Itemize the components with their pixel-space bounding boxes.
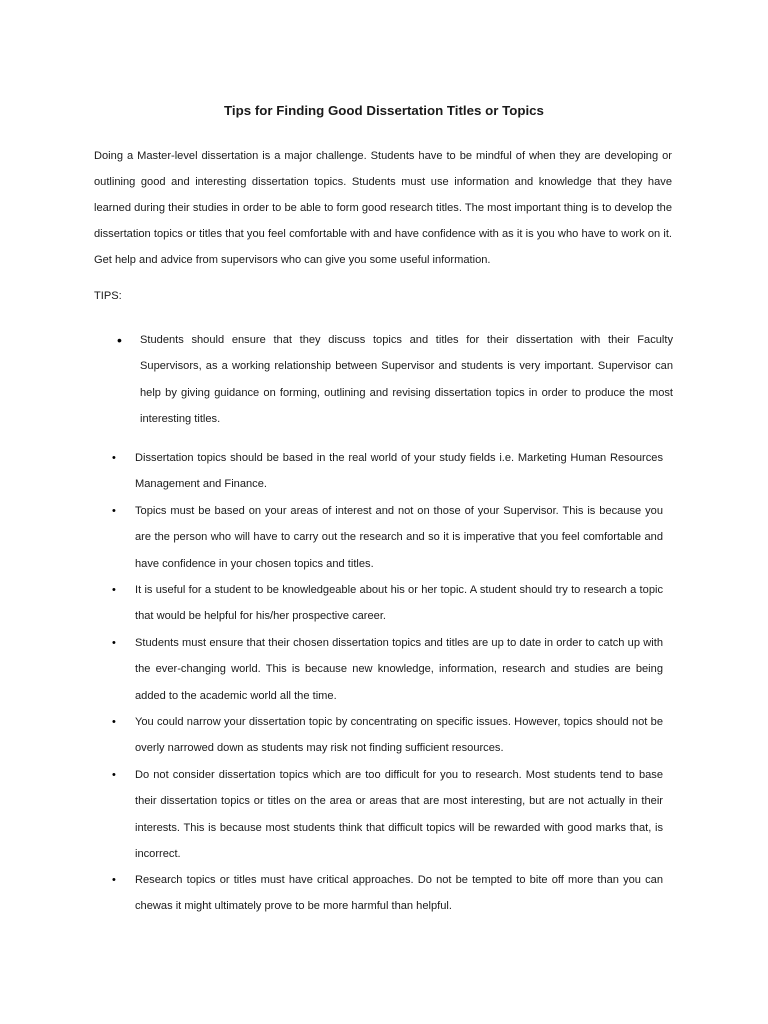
document-title: Tips for Finding Good Dissertation Titles or Topics (224, 103, 544, 118)
tip-text: Students should ensure that they discuss topics and titles for their dissertation with their Faculty Supervisors, as a working relationship between Supervisor and students is very important. Supervisor can help by giving guidance on forming, outlining and revising dissertation topics in order to produce the most interesting titles. (140, 334, 673, 425)
bullet-icon: • (112, 637, 116, 649)
tip-text: You could narrow your dissertation topic by concentrating on specific issues. However, topics should not be overly narrowed down as students may risk not finding sufficient resources. (135, 716, 663, 755)
tip-text: Students must ensure that their chosen dissertation topics and titles are up to date in order to catch up with the ever-changing world. This is because new knowledge, information, research and studies are being added to the academic world all the time. (135, 637, 663, 702)
bullet-icon: • (112, 874, 116, 886)
bullet-icon: • (112, 584, 116, 596)
bullet-icon: • (112, 769, 116, 781)
tip-text: Dissertation topics should be based in the real world of your study fields i.e. Marketing Human Resources Management and Finance. (135, 452, 663, 491)
intro-paragraph: Doing a Master-level dissertation is a major challenge. Students have to be mindful of when they are developing or outlining good and interesting dissertation topics. Students must use information and knowledge that they have learned during their studies in order to be able to form good research titles. The most important thing is to develop the dissertation topics or titles that you feel comfortable with and have confidence with as it is you who have to work on it. Get help and advice from supervisors who can give you some useful information. (94, 150, 672, 267)
bullet-icon: • (112, 716, 116, 728)
tips-label: TIPS: (94, 290, 122, 302)
bullet-icon: • (112, 505, 116, 517)
bullet-icon: • (117, 332, 122, 348)
tip-text: It is useful for a student to be knowledgeable about his or her topic. A student should try to research a topic that would be helpful for his/her prospective career. (135, 584, 663, 623)
bullet-icon: • (112, 452, 116, 464)
tip-text: Do not consider dissertation topics which are too difficult for you to research. Most students tend to base their dissertation topics or titles on the area or areas that are most interesting, but are not actually in their interests. This is because most students think that difficult topics will be rewarded with good marks that, is incorrect. (135, 769, 663, 860)
tip-text: Topics must be based on your areas of interest and not on those of your Supervisor. This is because you are the person who will have to carry out the research and so it is imperative that you feel comfortable and have confidence in your chosen topics and titles. (135, 505, 663, 570)
tip-text: Research topics or titles must have critical approaches. Do not be tempted to bite off more than you can chewas it might ultimately prove to be more harmful than helpful. (135, 874, 663, 913)
